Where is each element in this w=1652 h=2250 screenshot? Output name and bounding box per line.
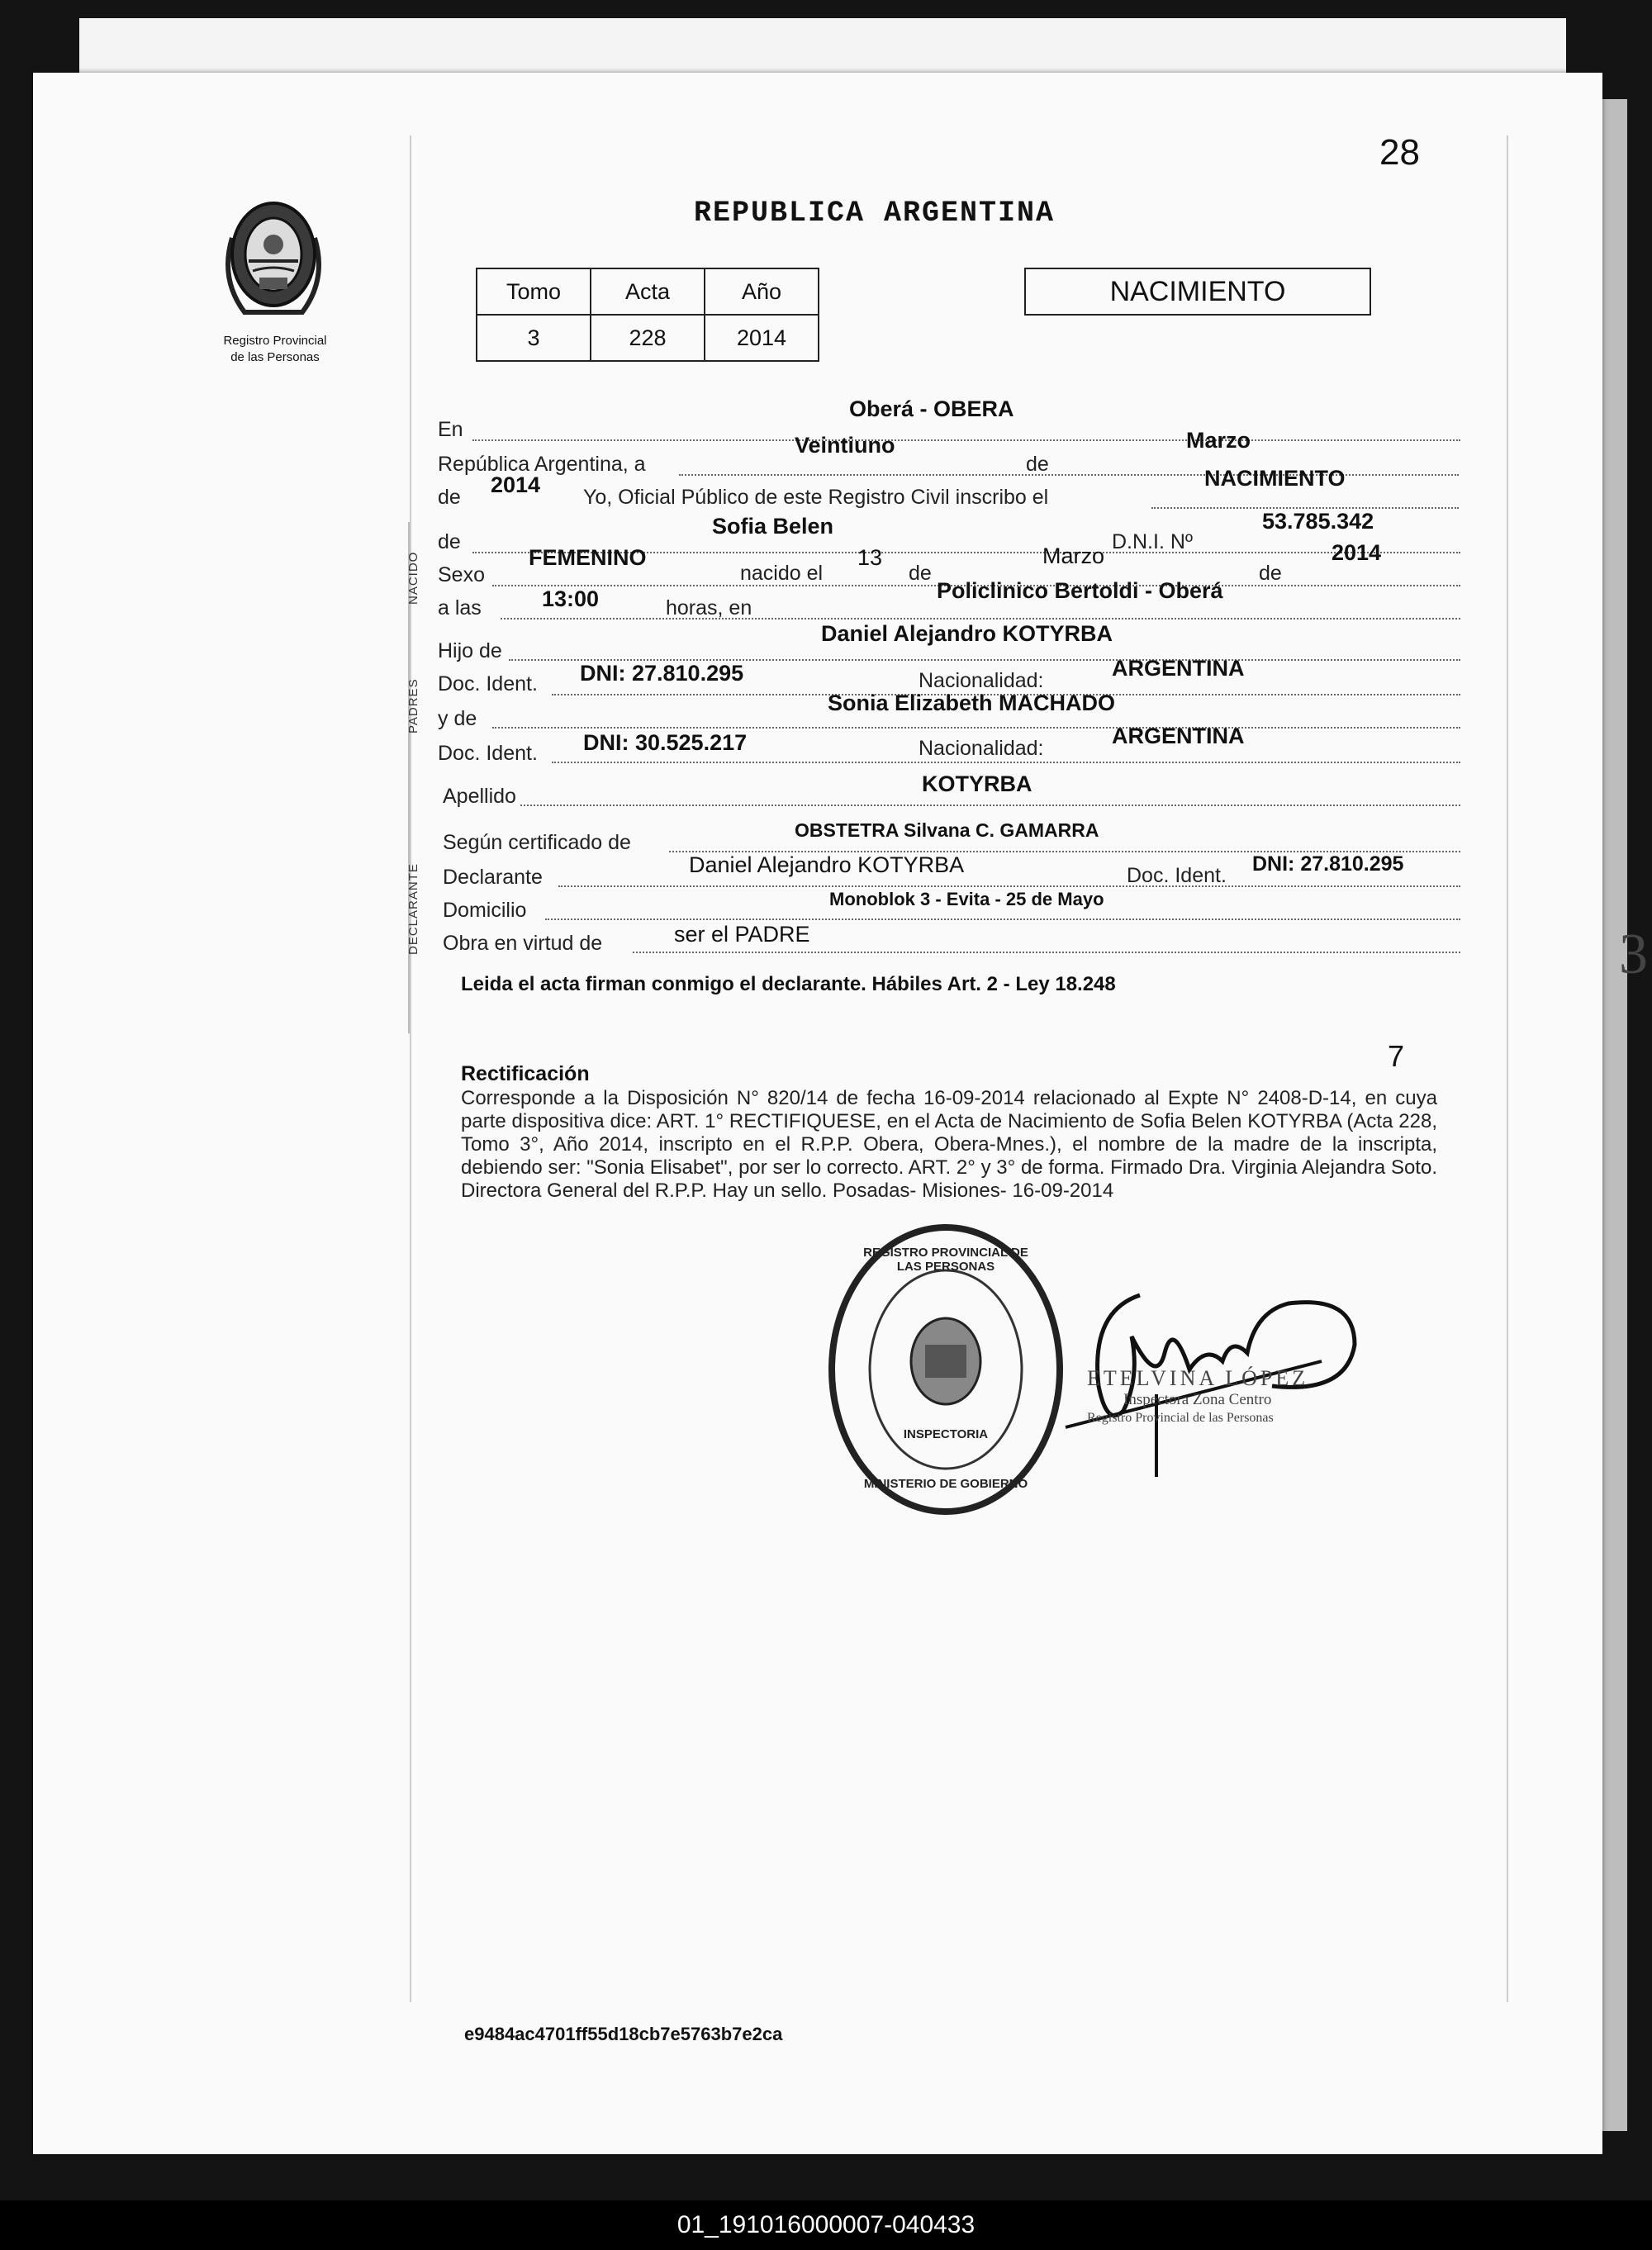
label-de-birth-year: de bbox=[1259, 562, 1282, 585]
dotline bbox=[472, 439, 1460, 441]
misiones-coat-of-arms-icon bbox=[211, 188, 335, 320]
label-de-year: de bbox=[438, 486, 461, 509]
label-de-name: de bbox=[438, 530, 461, 553]
value-apellido: KOTYRBA bbox=[922, 771, 1032, 796]
stamp-inner-text: INSPECTORIA bbox=[903, 1427, 989, 1441]
value-sexo: FEMENINO bbox=[529, 545, 647, 570]
dotline bbox=[501, 618, 1460, 619]
label-nacido: nacido el bbox=[740, 562, 824, 585]
value-declarante: Daniel Alejandro KOTYRBA bbox=[689, 852, 965, 877]
signature-name: ETELVINA LÓPEZ bbox=[1087, 1366, 1309, 1390]
dotline bbox=[520, 805, 1460, 806]
value-dni: 53.785.342 bbox=[1262, 509, 1374, 534]
table-header-tomo: Tomo bbox=[477, 268, 591, 315]
value-name: Sofia Belen bbox=[712, 514, 834, 539]
label-doc2: Doc. Ident. bbox=[438, 742, 538, 765]
document-page bbox=[33, 73, 1602, 2154]
value-madre: Sonia Elizabeth MACHADO bbox=[828, 691, 1116, 715]
stamp-ring-text: REGISTRO PROVINCIAL DE LAS PERSONAS bbox=[863, 1246, 1028, 1274]
dotline bbox=[558, 885, 1460, 887]
value-domicilio: Monoblok 3 - Evita - 25 de Mayo bbox=[829, 889, 1104, 909]
leida-statement: Leida el acta firman conmigo el declarante. Hábiles Art. 2 - Ley 18.248 bbox=[461, 973, 1116, 995]
official-stamp bbox=[826, 1221, 1066, 1518]
table-value-anio: 2014 bbox=[705, 315, 819, 361]
file-id: 01_191016000007-040433 bbox=[676, 2211, 976, 2238]
side-label-nacido: NACIDO bbox=[406, 551, 420, 605]
file-id-bar bbox=[0, 2200, 1652, 2250]
label-hijo: Hijo de bbox=[438, 639, 502, 662]
label-en: En bbox=[438, 418, 463, 441]
value-doc2: DNI: 30.525.217 bbox=[583, 730, 748, 755]
label-segun: Según certificado de bbox=[443, 831, 631, 854]
label-horas: horas, en bbox=[666, 596, 752, 619]
label-nac1: Nacionalidad: bbox=[919, 669, 1044, 692]
signature-office: Registro Provincial de las Personas bbox=[1087, 1411, 1274, 1425]
emblem-caption-2: de las Personas bbox=[230, 350, 320, 364]
table-value-acta: 228 bbox=[591, 315, 705, 361]
value-month: Marzo bbox=[1186, 428, 1251, 453]
table-value-tomo: 3 bbox=[477, 315, 591, 361]
value-padre: Daniel Alejandro KOTYRBA bbox=[821, 621, 1113, 646]
dotline bbox=[552, 762, 1460, 763]
label-domicilio: Domicilio bbox=[443, 899, 527, 922]
country-title: REPUBLICA ARGENTINA bbox=[694, 197, 1056, 230]
value-doc1: DNI: 27.810.295 bbox=[580, 661, 744, 686]
emblem-caption-1: Registro Provincial bbox=[223, 334, 327, 348]
value-birth-month: Marzo bbox=[1042, 544, 1105, 568]
label-sexo: Sexo bbox=[438, 563, 485, 586]
value-birth-day: 13 bbox=[857, 545, 883, 570]
label-doc1: Doc. Ident. bbox=[438, 672, 538, 695]
label-de: de bbox=[1026, 453, 1049, 476]
label-alas: a las bbox=[438, 596, 482, 619]
rectificacion-title: Rectificación bbox=[461, 1062, 590, 1085]
document-hash: e9484ac4701ff55d18cb7e5763b7e2ca bbox=[464, 2024, 783, 2044]
value-nac2: ARGENTINA bbox=[1112, 724, 1245, 748]
rectificacion-body: Corresponde a la Disposición N° 820/14 de fecha 16-09-2014 relacionado al Expte N° 2408-D-14, en cuya parte dispositiva dice: ART. 1° RECTIFIQUESE, en el Acta de Nacimiento de Sofia Belen KOTYRBA (Acta 228, Tomo 3°, Año 2014, inscripto en el R.P.P. Obera, Obera-Mnes.), el nombre de la madre de la inscripta, debiendo ser: "Sonia Elisabet", por ser lo correcto. ART. 2° y 3° de forma. Firmado Dra. Virginia Alejandra Soto. Directora General del R.P.P. Hay un sello. Posadas- Misiones- 16-09-2014 bbox=[461, 1087, 1437, 1202]
label-yde: y de bbox=[438, 707, 477, 730]
dotline bbox=[633, 952, 1460, 953]
label-oficial: Yo, Oficial Público de este Registro Civil inscribo el bbox=[583, 486, 1049, 509]
dotline bbox=[545, 919, 1460, 920]
table-header-acta: Acta bbox=[591, 268, 705, 315]
value-nac1: ARGENTINA bbox=[1112, 656, 1245, 681]
page-number: 28 bbox=[1379, 132, 1420, 173]
margin-mark: 3 bbox=[1619, 923, 1648, 986]
side-label-declarante: DECLARANTE bbox=[406, 863, 420, 955]
stamp-ring-text-bottom: MINISTERIO DE GOBIERNO bbox=[863, 1477, 1028, 1491]
value-lugar: Policlinico Bertoldi - Oberá bbox=[937, 578, 1223, 603]
label-apellido: Apellido bbox=[443, 785, 516, 808]
annotation-number: 7 bbox=[1388, 1039, 1405, 1073]
value-localidad: Oberá - OBERA bbox=[849, 396, 1014, 421]
label-declarante: Declarante bbox=[443, 866, 543, 889]
value-doc3: DNI: 27.810.295 bbox=[1252, 852, 1404, 876]
value-birth-year: 2014 bbox=[1332, 540, 1382, 565]
value-inscribo: NACIMIENTO bbox=[1204, 466, 1346, 491]
label-dni: D.N.I. Nº bbox=[1112, 530, 1194, 553]
dotline bbox=[492, 727, 1460, 729]
registry-table bbox=[476, 268, 819, 362]
signature-role: Inspectora Zona Centro bbox=[1123, 1391, 1272, 1408]
label-obra: Obra en virtud de bbox=[443, 932, 603, 955]
side-label-padres: PADRES bbox=[406, 678, 420, 733]
value-obra: ser el PADRE bbox=[674, 922, 810, 947]
act-type-box: NACIMIENTO bbox=[1024, 268, 1371, 316]
value-year: 2014 bbox=[491, 472, 541, 497]
value-segun: OBSTETRA Silvana C. GAMARRA bbox=[795, 819, 1099, 841]
value-hora: 13:00 bbox=[542, 586, 600, 611]
value-day: Veintiuno bbox=[795, 433, 895, 458]
label-republica: República Argentina, a bbox=[438, 453, 646, 476]
province-emblem bbox=[211, 188, 335, 320]
table-header-anio: Año bbox=[705, 268, 819, 315]
label-doc3: Doc. Ident. bbox=[1127, 864, 1227, 887]
label-nac2: Nacionalidad: bbox=[919, 737, 1044, 760]
label-de-birth: de bbox=[909, 562, 932, 585]
